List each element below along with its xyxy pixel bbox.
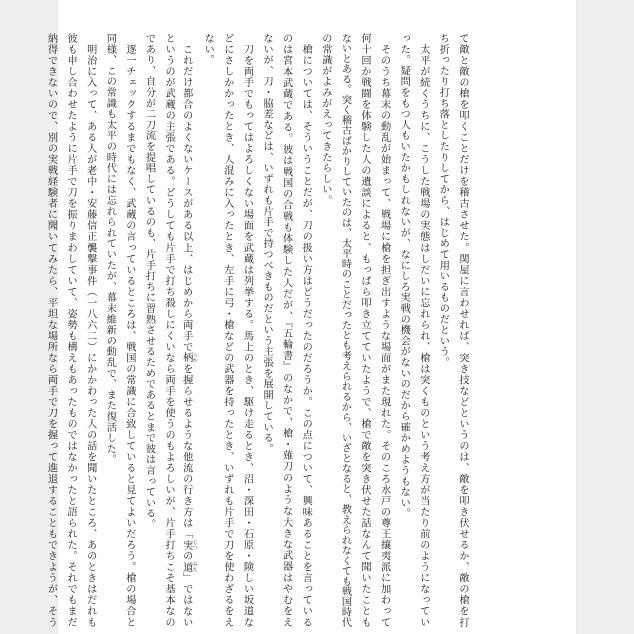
text-segment: を握らせるような他流の行き方は「 [180,363,192,540]
paragraph [315,33,393,627]
paragraph [100,33,139,627]
ruby-reading: みち [191,561,198,572]
text-line: ないとある。突く稽古ばかりしていたのは、太平時のことだったとも考えられるから、いざとなると、教えられなくても戦国時代 [339,33,351,627]
text-line: そのうち幕末の動乱が始まって、戦場に槍を担ぎ出すような場面がまた現れた。そのころ水戸の尊王攘夷派に加わって [378,33,390,627]
text-line: て敵と敵の槍を叩くことだけを稽古させた。関屋に言わせれば、突き技などというのは、敵を叩き伏せるか、敵の槍を打 [457,33,468,627]
text-line: 納得できないので、別の実戦経験者に聞いてみたら、平坦な場所なら両手で刀を握って進退することもできようが、そう [45,33,57,627]
ruby-word [180,561,198,573]
text-segment: の [180,550,192,562]
ruby-reading: つか [191,352,198,363]
text-segment: 」ではない [180,572,192,627]
text-line: った。疑問をもつ人もいたかもしれないが、なにしろ実戦の機会がないのだから確かめようもない。 [398,33,410,519]
text-line [178,33,198,627]
ruby-word [180,539,198,551]
text-line: ない。 [202,33,214,66]
text-line: の常識がよみがえってきたらしい。 [319,33,331,206]
text-line: ないが、刀・脇差などは、いずれも片手で持つべきものだという主張を展開している。 [261,33,273,455]
text-line: 逐一チェックするまでもなく、武蔵の言っているところは、戦国の常識に合致していると見てよいだろう。槍の場合と [123,33,135,627]
paragraph [433,33,472,627]
book-page[interactable] [45,0,576,634]
paragraph [41,33,100,627]
text-line: どにさしかかったとき、人混みに入ったとき、左手に弓・槍などの武器を持ったとき、いずれも片手で刀を使わざるをえ [221,33,233,627]
text-line: であり、自分が二刀流を提唱しているのも、片手打ちに習熟させるためであるとまで彼は言っている。 [143,33,155,530]
text-line: 太平が続くうちに、こうした戦場の実態はしだいに忘れられ、槍は突くものという考え方が当たり前のようになってい [417,33,429,627]
paragraph [256,33,315,627]
ruby-word [180,352,198,364]
text-line: のは宮本武蔵である。彼は戦国の合戦も体験した人だが、『五輪書』のなかで、槍・薙刀のような大きな武器はやむをえ [280,33,292,627]
text-line: 刀を両手でもってはよろしくない場面を武蔵は列挙する。馬上のとき、駆け走るとき、沼・深田・石原・険しい坂道な [241,33,253,627]
paragraph [394,33,433,627]
paragraph [139,33,198,627]
text-columns [40,33,472,627]
text-line: 明治に入って、ある人が老中・安藤信正襲撃事件（一八六二）にかかわった人の話を聞いたところ、あのときはだれも [84,33,96,627]
text-line: というのが武蔵の主張である。どうしても片手で打ち殺しにくいなら両手を使うのもよろしいが、片手打ちこそ基本なの [163,33,175,627]
ruby-base: 実 [180,539,192,551]
ruby-reading: じつ [191,539,198,550]
ruby-base: 道 [180,561,192,573]
ruby-base: 柄 [180,352,192,364]
text-line: 同様、この常識も太平の時代には忘れられていたが、幕末維新の動乱で、また復活した。 [104,33,116,465]
text-segment: これだけ都合のよくないケースがある以上、はじめから両手で [180,33,192,353]
text-line: 槍については、そういうことだが、刀の扱い方はどうだったのだろうか。この点について、興味あることを言っている [300,33,312,627]
text-line: ち折ったり打ち落としたりしてから、はじめて用いるものだという。 [437,33,449,368]
text-line: 何十回か戦闘を体験した人の遺談によると、もっぱら叩き立てていたようで、槍で敵を突き伏せた話なんて聞いたことも [359,33,371,627]
paragraph [198,33,257,627]
text-line: 彼も申し合わせたように片手で刀を振りまわしていて、姿勢も構えもあったものではなかったと語られた。それでもまだ [65,33,77,627]
